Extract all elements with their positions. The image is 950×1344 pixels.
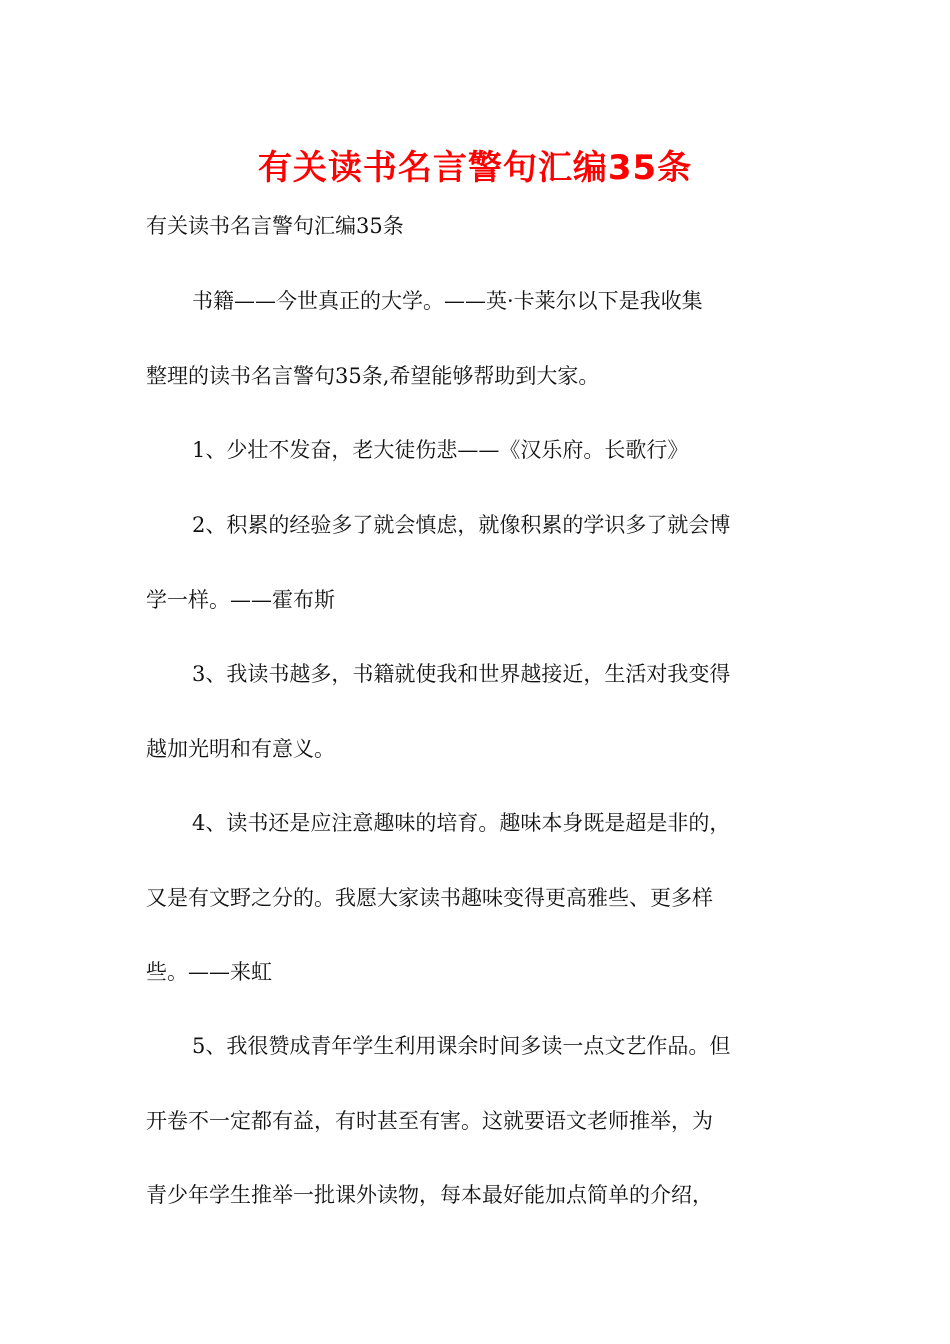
paragraph-line: 青少年学生推举一批课外读物，每本最好能加点简单的介绍， [146,1183,713,1207]
paragraph-line: 3、我读书越多，书籍就使我和世界越接近，生活对我变得 [192,662,731,686]
paragraph-quote-1 [146,413,810,488]
paragraph-quote-2 [146,488,810,637]
paragraph-line: 整理的读书名言警句35条,希望能够帮助到大家。 [146,363,600,388]
paragraph-line: 开卷不一定都有益，有时甚至有害。这就要语文老师推举，为 [146,1108,713,1133]
paragraph-quote-4 [146,786,810,1010]
document-title: 有关读书名言警句汇编35条 [257,148,693,188]
paragraph-line: 书籍——今世真正的大学。——英·卡莱尔以下是我收集 [192,289,703,313]
paragraph-line: 学一样。——霍布斯 [146,587,335,612]
paragraph-line: 1、少壮不发奋，老大徒伤悲——《汉乐府。长歌行》 [192,438,689,462]
paragraph-quote-5 [146,1009,810,1233]
paragraph-line: 又是有文野之分的。我愿大家读书趣味变得更高雅些、更多样 [146,885,713,910]
document-subtitle: 有关读书名言警句汇编35条 [146,214,404,238]
paragraph-line: 2、积累的经验多了就会慎虑，就像积累的学识多了就会博 [192,513,731,537]
paragraph-line: 越加光明和有意义。 [146,736,335,761]
paragraph-line: 些。——来虹 [146,960,272,984]
paragraph-line: 4、读书还是应注意趣味的培育。趣味本身既是超是非的， [192,811,731,835]
paragraph-line: 5、我很赞成青年学生利用课余时间多读一点文艺作品。但 [192,1034,731,1058]
paragraph-quote-3 [146,637,810,786]
paragraph-intro [146,264,810,413]
